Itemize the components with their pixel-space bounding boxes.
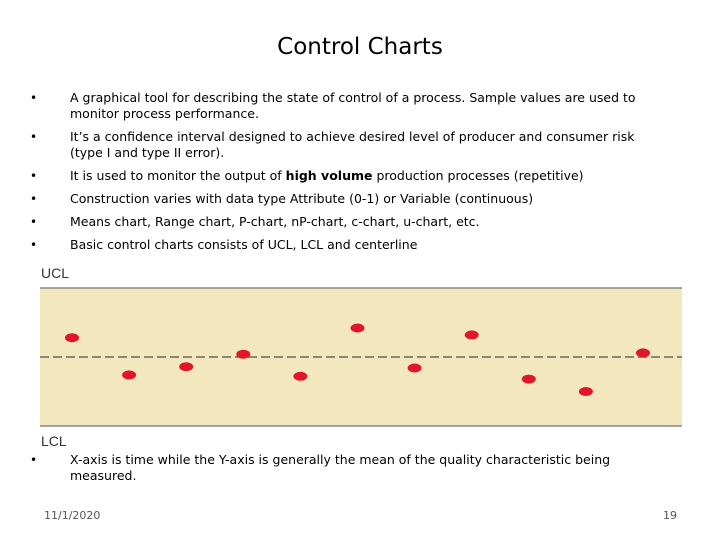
bullet-text: Construction varies with data type Attribute (0-1) or Variable (continuous)	[70, 191, 534, 206]
bullet-text: Means chart, Range chart, P-chart, nP-chart, c-chart, u-chart, etc.	[70, 214, 480, 229]
data-point	[636, 348, 650, 357]
bullet-dot: •	[30, 238, 38, 252]
bullet-text: A graphical tool for describing the state of control of a process. Sample values are used to monitor process performance.	[70, 90, 636, 121]
data-point	[236, 350, 250, 359]
bullet-item	[30, 452, 670, 484]
bullet-text-bold: high volume	[285, 168, 373, 183]
bullet-text: production processes (repetitive)	[372, 168, 584, 183]
data-point	[122, 370, 136, 379]
bullet-text: Basic control charts consists of UCL, LCL and centerline	[70, 237, 418, 252]
bullet-item	[30, 191, 670, 207]
control-chart	[40, 262, 684, 452]
data-point	[293, 372, 307, 381]
bullet-dot: •	[30, 130, 38, 144]
slide-title: Control Charts	[277, 34, 443, 60]
data-point	[351, 324, 365, 333]
page-number: 19	[663, 509, 677, 522]
bullet-item	[30, 237, 670, 253]
data-point	[408, 364, 422, 373]
data-point	[579, 387, 593, 396]
bullet-list	[30, 90, 670, 260]
bullet-item	[30, 168, 670, 184]
data-point	[465, 330, 479, 339]
bullet-text: It’s a confidence interval designed to achieve desired level of producer and consumer risk (type I and type II error).	[70, 129, 635, 160]
bullet-item	[30, 129, 670, 161]
lcl-label: LCL	[41, 433, 67, 449]
bullet-dot: •	[30, 453, 38, 467]
footer-date: 11/1/2020	[44, 509, 101, 522]
bullet-dot: •	[30, 169, 38, 183]
bullet-text: X-axis is time while the Y-axis is generally the mean of the quality characteristic being measured.	[70, 452, 611, 483]
data-point	[65, 333, 79, 342]
ucl-label: UCL	[41, 265, 70, 281]
data-point	[522, 375, 536, 384]
bullet-dot: •	[30, 91, 38, 105]
bullet-dot: •	[30, 215, 38, 229]
bottom-bullet	[30, 452, 670, 491]
bullet-dot: •	[30, 192, 38, 206]
bullet-item	[30, 90, 670, 122]
bullet-item	[30, 214, 670, 230]
data-point	[179, 362, 193, 371]
bullet-text: It is used to monitor the output of	[70, 168, 286, 183]
